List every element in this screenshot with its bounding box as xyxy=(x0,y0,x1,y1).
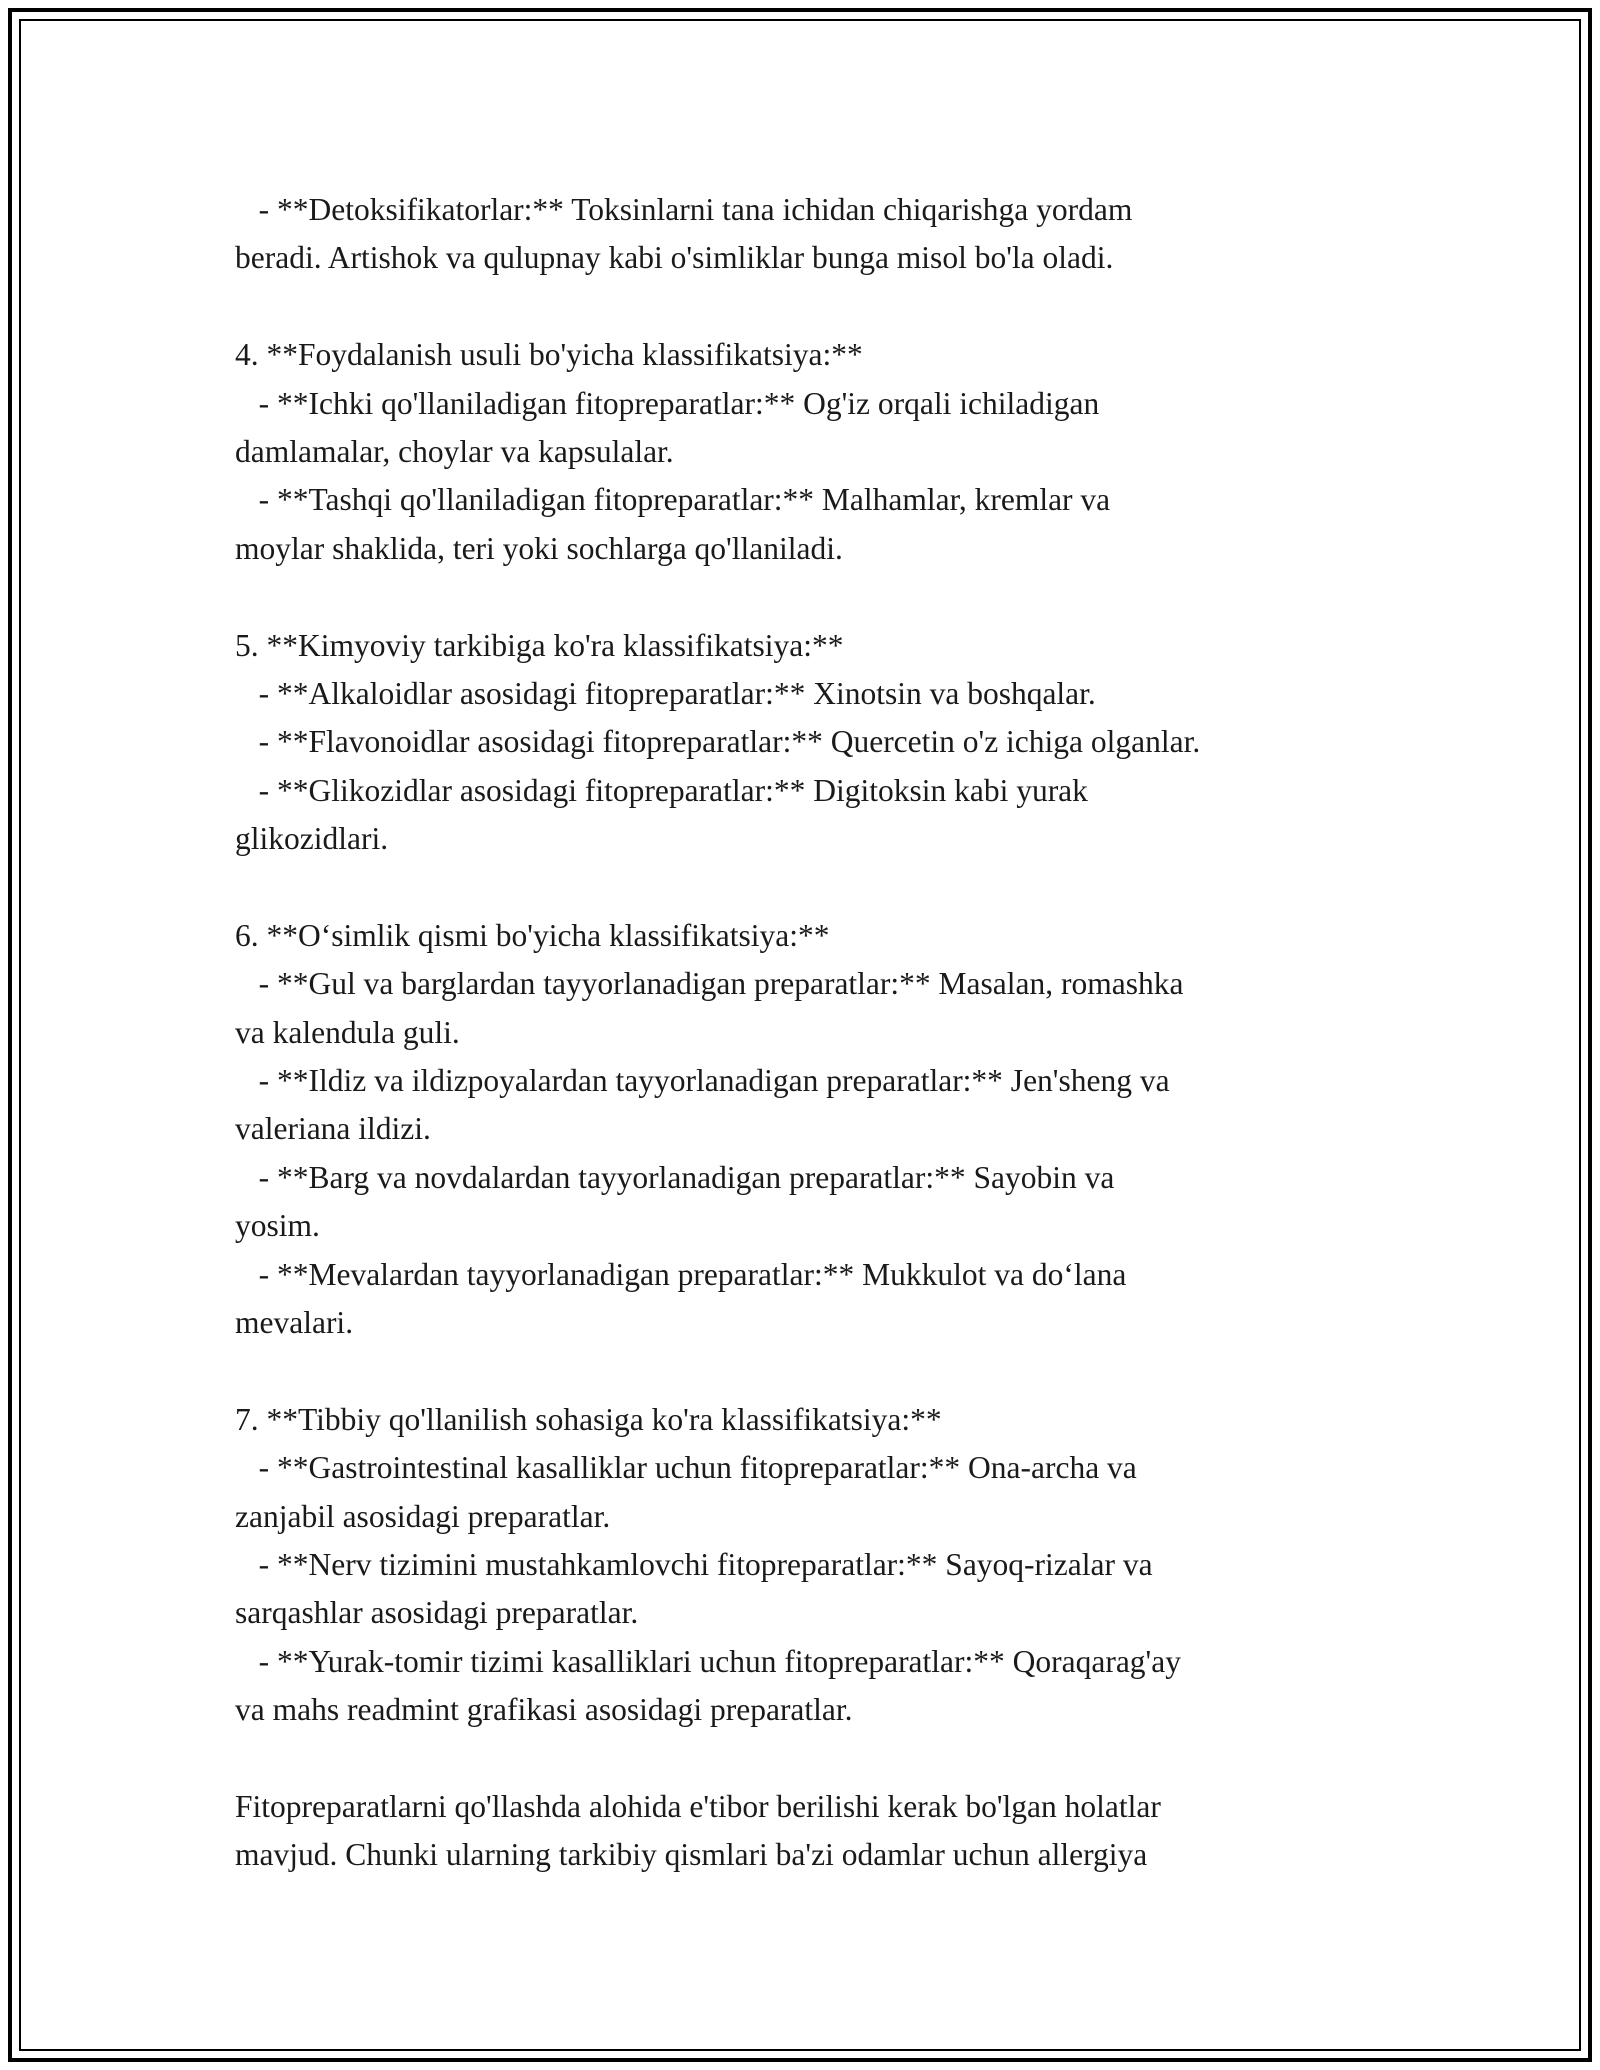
text-line: - **Gastrointestinal kasalliklar uchun fitopreparatlar:** Ona-archa va xyxy=(235,1450,1137,1486)
text-line: 6. **O‘simlik qismi bo'yicha klassifikatsiya:** xyxy=(235,917,830,953)
text-line: 4. **Foydalanish usuli bo'yicha klassifikatsiya:** xyxy=(235,337,863,373)
text-line: - **Tashqi qo'llaniladigan fitopreparatlar:** Malhamlar, kremlar va xyxy=(235,482,1111,518)
text-line: - **Glikozidlar asosidagi fitopreparatlar:** Digitoksin kabi yurak xyxy=(235,772,1088,808)
document-body xyxy=(235,186,1375,1880)
text-line: sarqashlar asosidagi preparatlar. xyxy=(235,1595,639,1631)
text-line: - **Alkaloidlar asosidagi fitopreparatlar:** Xinotsin va boshqalar. xyxy=(235,675,1096,711)
text-line: - **Detoksifikatorlar:** Toksinlarni tana ichidan chiqarishga yordam xyxy=(235,192,1133,227)
text-line: - **Barg va novdalardan tayyorlanadigan preparatlar:** Sayobin va xyxy=(235,1159,1115,1195)
text-line: mavjud. Chunki ularning tarkibiy qismlari ba'zi odamlar uchun allergiya xyxy=(235,1837,1148,1873)
blank-line xyxy=(235,283,1375,331)
blank-line xyxy=(235,1735,1375,1783)
text-line: yosim. xyxy=(235,1208,320,1244)
text-line: zanjabil asosidagi preparatlar. xyxy=(235,1498,611,1534)
text-line: Fitopreparatlarni qo'llashda alohida e'tibor berilishi kerak bo'lgan holatlar xyxy=(235,1788,1161,1824)
text-line: - **Ildiz va ildizpoyalardan tayyorlanadigan preparatlar:** Jen'sheng va xyxy=(235,1063,1170,1099)
text-line: 5. **Kimyoviy tarkibiga ko'ra klassifikatsiya:** xyxy=(235,627,844,663)
text-line: 7. **Tibbiy qo'llanilish sohasiga ko'ra klassifikatsiya:** xyxy=(235,1401,942,1437)
text-line: va kalendula guli. xyxy=(235,1014,460,1050)
blank-line xyxy=(235,1347,1375,1395)
text-line: moylar shaklida, teri yoki sochlarga qo'llaniladi. xyxy=(235,530,843,566)
text-line: glikozidlari. xyxy=(235,821,389,857)
text-line: valeriana ildizi. xyxy=(235,1111,431,1147)
blank-line xyxy=(235,863,1375,911)
blank-line xyxy=(235,573,1375,621)
text-line: damlamalar, choylar va kapsulalar. xyxy=(235,433,674,469)
text-line: mevalari. xyxy=(235,1304,354,1340)
text-line: - **Gul va barglardan tayyorlanadigan preparatlar:** Masalan, romashka xyxy=(235,966,1184,1002)
text-line: - **Ichki qo'llaniladigan fitopreparatlar:** Og'iz orqali ichiladigan xyxy=(235,385,1100,421)
text-line: - **Flavonoidlar asosidagi fitopreparatlar:** Quercetin o'z ichiga olganlar. xyxy=(235,724,1201,760)
text-line: beradi. Artishok va qulupnay kabi o'simliklar bunga misol bo'la oladi. xyxy=(235,240,1114,276)
text-line: va mahs readmint grafikasi asosidagi preparatlar. xyxy=(235,1692,853,1728)
text-line: - **Nerv tizimini mustahkamlovchi fitopreparatlar:** Sayoq-rizalar va xyxy=(235,1546,1153,1582)
text-line: - **Yurak-tomir tizimi kasalliklari uchun fitopreparatlar:** Qoraqarag'ay xyxy=(235,1643,1181,1679)
text-line: - **Mevalardan tayyorlanadigan preparatlar:** Mukkulot va do‘lana xyxy=(235,1256,1127,1292)
